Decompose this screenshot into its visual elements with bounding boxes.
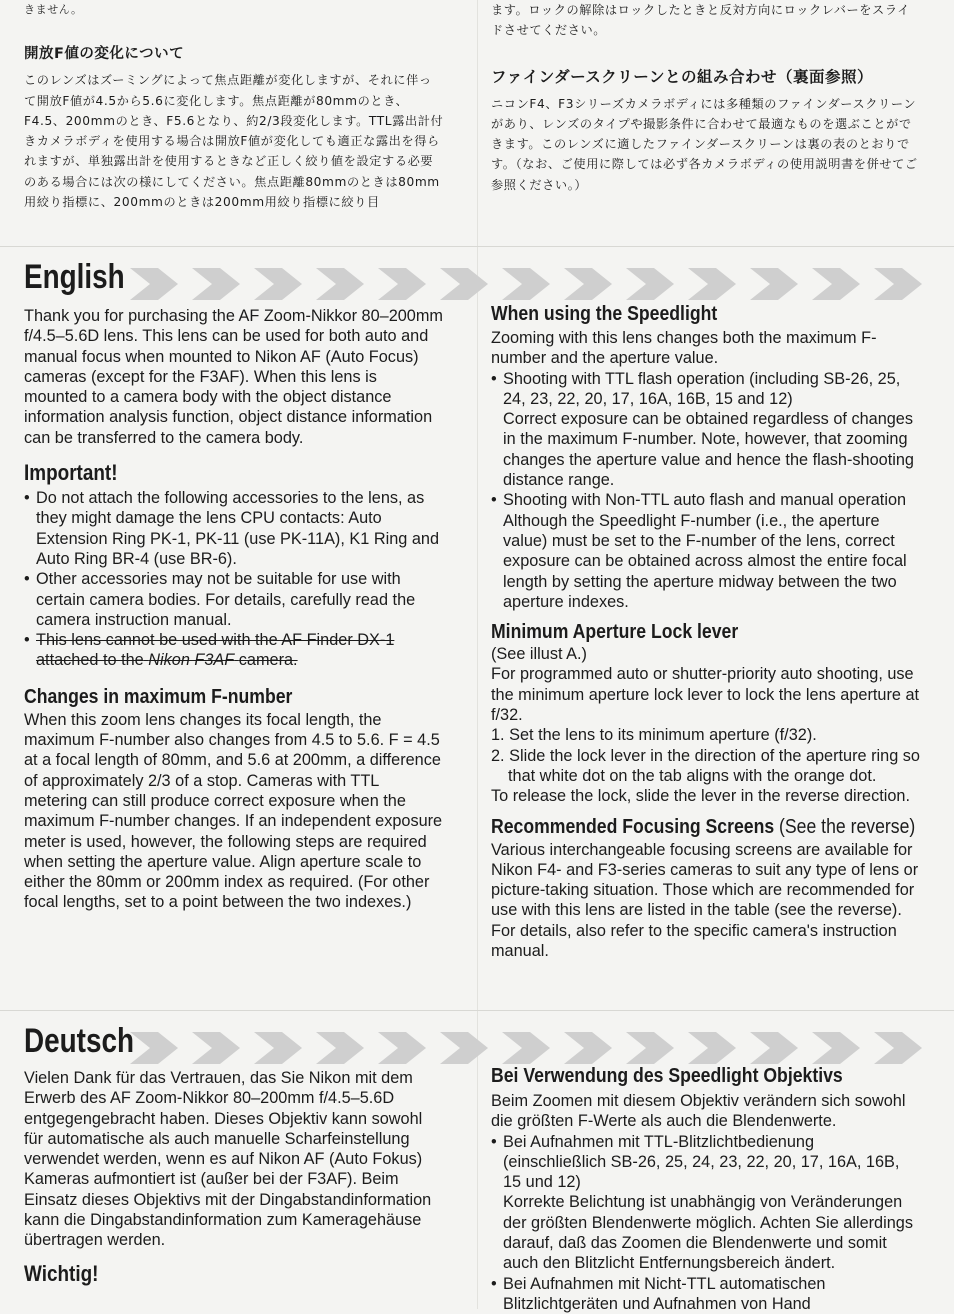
struck-camera-name: Nikon F3AF bbox=[148, 651, 235, 670]
english-screens-heading bbox=[491, 814, 916, 839]
english-speedlight-list bbox=[491, 369, 921, 613]
list-item: • Other accessories may not be suitable for use with certain camera bodies. For details, carefully read the camera instruction manual. bbox=[24, 569, 444, 630]
english-right-column bbox=[491, 302, 921, 961]
deutsch-title: Deutsch bbox=[24, 1022, 134, 1060]
english-speedlight-title: When using the Speedlight bbox=[491, 302, 718, 325]
paper-fold-horizontal-lower bbox=[0, 1010, 954, 1011]
deutsch-right-column bbox=[491, 1064, 921, 1314]
list-item: 2. Slide the lock lever in the direction of the aperture ring so that white dot on the tab aligns with the orange dot. bbox=[491, 746, 920, 785]
jp-section-title-screens: ファインダースクリーンとの組み合わせ（裏面参照） bbox=[491, 67, 873, 86]
jp-section-text-screens: ニコンF4、F3シリーズカメラボディには多種類のファインダースクリーンがあり、レンズのタイプや撮影条件に合わせて最適なものを選ぶことができます。このレンズに適したファインダースクリーンは裏の表のとおりです。（なお、ご使用に際しては必ず各カメラボディの使用説明書を併せてご参照ください。） bbox=[491, 96, 918, 192]
list-item bbox=[491, 1132, 921, 1274]
list-item bbox=[491, 490, 921, 612]
english-minaperture-title: Minimum Aperture Lock lever bbox=[491, 620, 739, 644]
struck-text-d: camera. bbox=[238, 651, 298, 670]
jp-continued-line: きません。 bbox=[24, 3, 83, 16]
english-changes-title: Changes in maximum F-number bbox=[24, 684, 293, 708]
deutsch-speedlight-text: Beim Zoomen mit diesem Objektiv verändern sich sowohl die größten F-Werte als auch die Blendenwerte. bbox=[491, 1092, 906, 1131]
english-minaperture-text: For programmed auto or shutter-priority auto shooting, use the minimum aperture lock lever to lock the lens aperture at f/32. bbox=[491, 665, 920, 725]
list-item: 1. Set the lens to its minimum aperture (f/32). bbox=[491, 726, 817, 745]
english-left-column bbox=[24, 306, 444, 913]
japanese-right-column bbox=[491, 0, 921, 195]
english-intro: Thank you for purchasing the AF Zoom-Nikkor 80–200mm f/4.5–5.6D lens. This lens can be used for both auto and manual focus when mounted to Nikon AF (Auto Focus) cameras (except for the F3AF). When this lens is mounted to a camera body with the object distance information analysis function, object distance information can be transferred to the camera body. bbox=[24, 307, 443, 447]
struck-text: This lens cannot be used with the AF Finder DX-1 bbox=[36, 631, 395, 650]
paper-fold-horizontal bbox=[0, 246, 954, 247]
chevron-arrows-icon bbox=[130, 266, 954, 302]
paper-fold-vertical bbox=[477, 0, 478, 1309]
speedlight-bullet-nonttl-detail: Although the Speedlight F-number (i.e., the aperture value) must be set to the F-number of the lens, correct exposure can be obtained across almost the entire focal length by setting the aperture midway between the two aperture indexes. bbox=[503, 511, 907, 611]
deutsch-important-title: Wichtig! bbox=[24, 1260, 99, 1286]
jp-lock-release-text: ます。ロックの解除はロックしたときと反対方向にロックレバーをスライドさせてください。 bbox=[491, 3, 911, 38]
jp-section-text-fnumber: このレンズはズーミングによって焦点距離が変化しますが、それに伴って開放F値が4.5から5.6に変化します。焦点距離が80mmのとき、F4.5、200mmのとき、F5.6となり、約2/3段変化します。TTL露出計付きカメラボディを使用する場合は開放F値が変化しても適正な露出を得られますが、単独露出計を使用するときなど正しく絞り値を設定する必要のある場合には次の様にしてください。焦点距離80mmのときは80mm用絞り指標に、200mmのときは200mm用絞り指標に絞り目 bbox=[24, 73, 444, 210]
speedlight-bullet-ttl: Shooting with TTL flash operation (including SB-26, 25, 24, 23, 22, 20, 17, 16A, 16B, 15 and 12) bbox=[503, 369, 901, 408]
list-item: • Do not attach the following accessories to the lens, as they might damage the lens CPU contacts: Auto Extension Ring PK-1, PK-11 (use PK-11A), K1 Ring and Auto Ring BR-4 (use BR-6). bbox=[24, 488, 444, 569]
jp-section-title-fnumber: 開放F値の変化について bbox=[24, 46, 185, 63]
english-changes-text: When this zoom lens changes its focal length, the maximum F-number also changes from 4.5 to 5.6. F = 4.5 at a focal length of 80mm, and 5.6 at 200mm, a difference of approximately 2/3 of a stop. Cameras with TTL metering can still produce correct exposure when the maximum F-number changes. If an independent exposure meter is used, however, the following steps are required when setting the aperture value. Align aperture scale to either the 80mm or 200mm index as required. (For other focal lengths, set to a point between the two indexes.) bbox=[24, 710, 443, 912]
speedlight-bullet-ttl: Bei Aufnahmen mit TTL-Blitzlichtbedienung (einschließlich SB-26, 25, 24, 23, 22, 20, 17, 16A, 16B, 15 und 12) bbox=[503, 1132, 900, 1192]
english-title: English bbox=[24, 258, 125, 296]
deutsch-speedlight-list bbox=[491, 1132, 921, 1314]
speedlight-bullet-nonttl: Shooting with Non-TTL auto flash and manual operation bbox=[503, 491, 907, 510]
english-minaperture-release: To release the lock, slide the lever in the reverse direction. bbox=[491, 787, 911, 806]
deutsch-intro: Vielen Dank für das Vertrauen, das Sie Nikon mit dem Erwerb des AF Zoom-Nikkor 80–200mm f/4.5–5.6D entgegengebracht haben. Dieses Objektiv kann sowohl für automatische als auch manuelle Scharfeinstellung verwendet werden, wenn es auf Nikon AF (Auto Fokus) Kameras aufmontiert ist (außer bei der F3AF). Beim Einsatz dieses Objektivs mit der Dingabstandinformation kann die Dingabstandinformation zum Kameragehäuse übertragen werden. bbox=[24, 1069, 432, 1250]
english-screens-text: Various interchangeable focusing screens are available for Nikon F4- and F3-series cameras to suit any type of lens or picture-taking situation. Those which are recommended for use with this lens are listed in the table (see the reverse). For details, also refer to the specific camera's instruction manual. bbox=[491, 840, 919, 961]
english-screens-title: Recommended Focusing Screens bbox=[491, 814, 775, 838]
english-screens-see: (See the reverse) bbox=[779, 814, 916, 838]
speedlight-bullet-ttl-detail: Korrekte Belichtung ist unabhängig von Veränderungen der größten Blendenwerte möglich. Achten Sie allerdings darauf, daß das Zoomen die Blendenwerte und somit auch den Blitzlicht Entfernungsbereich ändert. bbox=[503, 1193, 913, 1273]
speedlight-bullet-ttl-detail: Correct exposure can be obtained regardless of changes in the maximum F-number. Note, however, that zooming changes the aperture value and hence the flash-shooting distance range. bbox=[503, 410, 914, 490]
list-item bbox=[491, 369, 921, 491]
struck-text-b: attached to the bbox=[36, 651, 144, 670]
english-speedlight-text: Zooming with this lens changes both the maximum F-number and the aperture value. bbox=[491, 329, 877, 368]
japanese-left-column bbox=[24, 0, 444, 212]
deutsch-left-column bbox=[24, 1068, 444, 1287]
chevron-arrows-icon bbox=[130, 1030, 954, 1066]
english-minaperture-see: (See illust A.) bbox=[491, 645, 587, 664]
english-minaperture-steps bbox=[491, 725, 921, 786]
list-item: • Bei Aufnahmen mit Nicht-TTL automatischen Blitzlichtgeräten und Aufnahmen von Hand bbox=[491, 1274, 921, 1314]
deutsch-speedlight-title: Bei Verwendung des Speedlight Objektivs bbox=[491, 1064, 843, 1087]
english-important-title: Important! bbox=[24, 460, 118, 486]
list-item-struck bbox=[24, 630, 444, 671]
english-important-list bbox=[24, 488, 444, 671]
